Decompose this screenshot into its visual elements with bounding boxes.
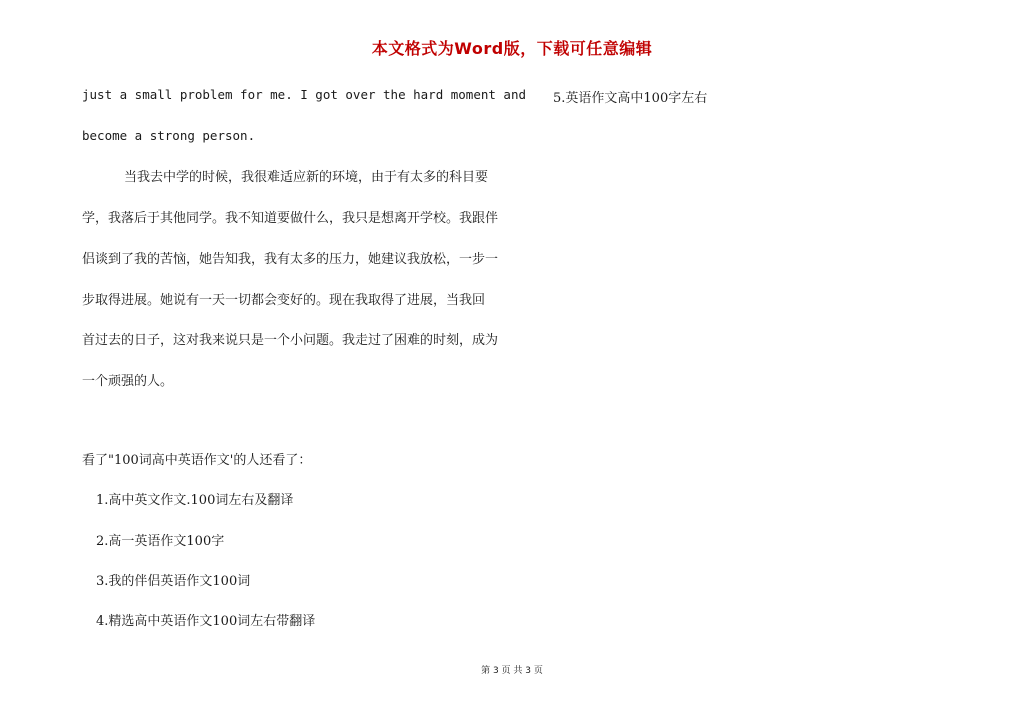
chinese-paragraph-line-5: 首过去的日子，这对我来说只是一个小问题。我走过了困难的时刻，成为 [82, 333, 499, 348]
related-item-3[interactable]: 3.我的伴侣英语作文100词 [96, 574, 251, 589]
document-header-title: 本文格式为Word版，下载可任意编辑 [371, 39, 653, 58]
chinese-paragraph-line-1: 当我去中学的时候，我很难适应新的环境，由于有太多的科目要 [124, 170, 489, 185]
chinese-paragraph-line-2: 学，我落后于其他同学。我不知道要做什么，我只是想离开学校。我跟伴 [82, 211, 499, 226]
related-item-2[interactable]: 2.高一英语作文100字 [96, 534, 225, 549]
chinese-paragraph-line-3: 侣谈到了我的苦恼，她告知我，我有太多的压力，她建议我放松，一步一 [82, 252, 499, 267]
english-line-2: become a strong person. [82, 128, 256, 143]
related-item-4[interactable]: 4.精选高中英语作文100词左右带翻译 [96, 614, 316, 629]
related-item-1[interactable]: 1.高中英文作文.100词左右及翻译 [96, 493, 294, 508]
page-number-footer: 第 3 页 共 3 页 [481, 666, 543, 676]
related-articles-heading: 看了"100词高中英语作文'的人还看了： [82, 453, 312, 468]
related-item-5[interactable]: 5.英语作文高中100字左右 [553, 91, 708, 106]
chinese-paragraph-line-6: 一个顽强的人。 [82, 374, 174, 389]
chinese-paragraph-line-4: 步取得进展。她说有一天一切都会变好的。现在我取得了进展，当我回 [82, 293, 486, 308]
english-line-1: just a small problem for me. I got over the hard moment and [82, 87, 527, 102]
